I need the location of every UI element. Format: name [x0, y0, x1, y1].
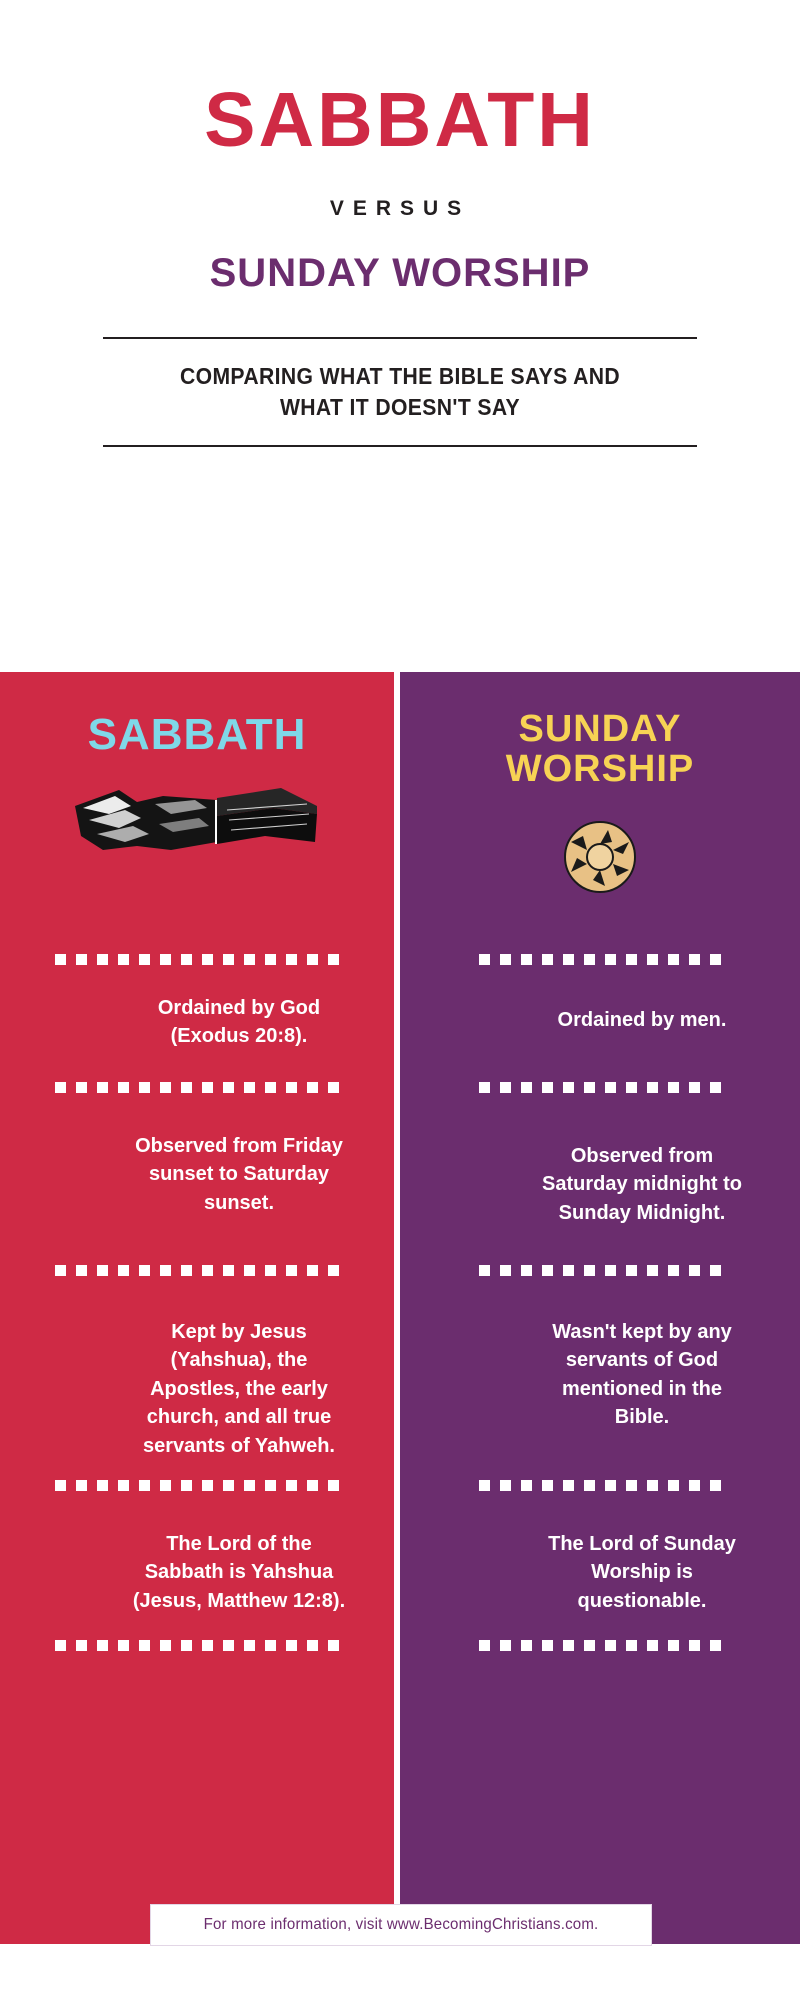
footer-banner — [150, 1904, 652, 1946]
entry-sabbath-3: Kept by Jesus (Yahshua), the Apostles, the early church, and all true servants of Yahweh. — [143, 1321, 335, 1457]
entry-sunday-3: Wasn't kept by any servants of God mentioned in the Bible. — [552, 1321, 732, 1429]
page-subtitle: SUNDAY WORSHIP — [209, 251, 591, 295]
footer-strip-left — [0, 1944, 400, 2000]
divider-dots-right-5 — [400, 1640, 800, 1651]
divider-top — [103, 337, 697, 339]
hand-holding-bible-icon — [0, 780, 394, 870]
column-sabbath — [0, 672, 400, 2000]
footer-strip — [0, 1944, 800, 2000]
divider-bottom — [103, 445, 697, 447]
column-sunday-title: SUNDAY WORSHIP — [505, 708, 695, 790]
divider-dots-left-4 — [0, 1480, 394, 1491]
column-sabbath-title: SABBATH — [87, 710, 307, 759]
versus-label: VERSUS — [329, 197, 471, 220]
page-title: SABBATH — [204, 77, 596, 163]
comparison-table — [0, 672, 800, 2000]
divider-dots-right-2 — [400, 1082, 800, 1093]
footer-text[interactable]: For more information, visit www.BecomingChristians.com. — [203, 1916, 599, 1933]
entry-sunday-2: Observed from Saturday midnight to Sunday Midnight. — [542, 1145, 742, 1224]
header — [0, 0, 800, 447]
tagline — [142, 361, 657, 423]
divider-dots-left-5 — [0, 1640, 394, 1651]
divider-dots-left-1 — [0, 954, 394, 965]
entry-sunday-1: Ordained by men. — [557, 1009, 727, 1031]
entry-sabbath-1: Ordained by God (Exodus 20:8). — [157, 997, 321, 1048]
entry-sunday-4: The Lord of Sunday Worship is questionable. — [548, 1533, 736, 1612]
divider-dots-left-3 — [0, 1265, 394, 1276]
entry-sabbath-4: The Lord of the Sabbath is Yahshua (Jesus, Matthew 12:8). — [132, 1533, 346, 1612]
divider-dots-left-2 — [0, 1082, 394, 1093]
tagline-line-1: COMPARING WHAT THE BIBLE SAYS AND — [179, 363, 621, 389]
divider-dots-right-4 — [400, 1480, 800, 1491]
tagline-line-2: WHAT IT DOESN'T SAY — [279, 394, 521, 421]
sun-disc-icon — [400, 812, 800, 902]
divider-dots-right-3 — [400, 1265, 800, 1276]
divider-dots-right-1 — [400, 954, 800, 965]
column-sunday-worship — [400, 672, 800, 2000]
entry-sabbath-2: Observed from Friday sunset to Saturday sunset. — [135, 1135, 343, 1214]
